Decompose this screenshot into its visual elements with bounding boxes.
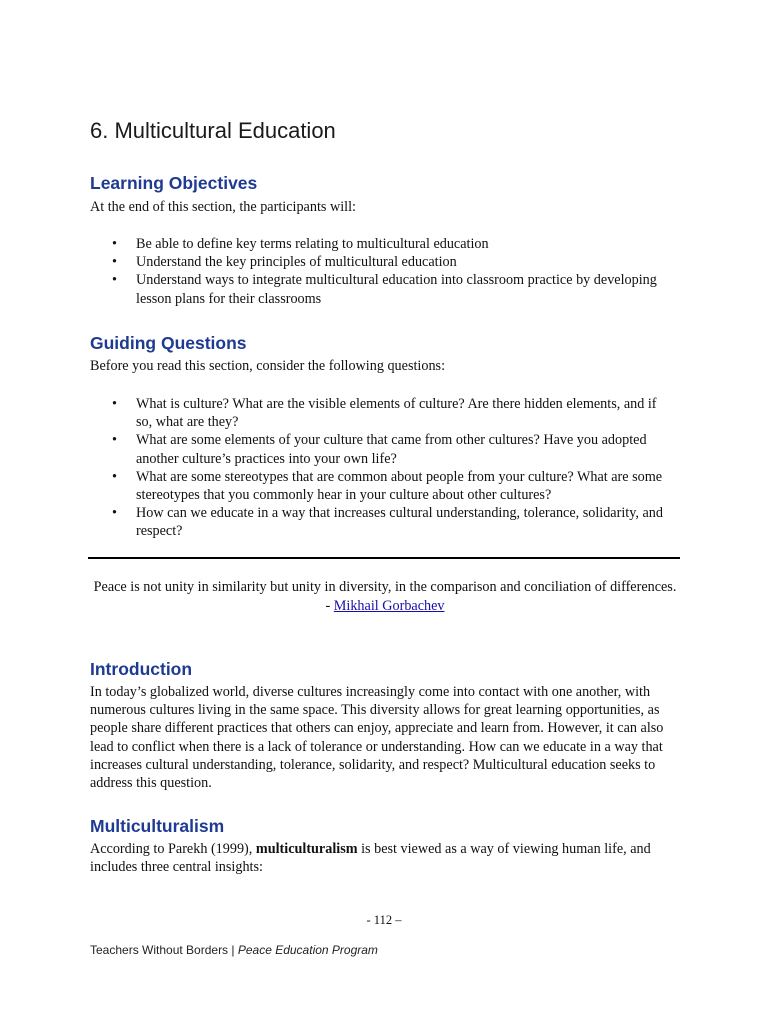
- list-item: • What is culture? What are the visible elements of culture? Are there hidden elements, and if so, what are they?: [112, 395, 672, 431]
- page-footer: [90, 943, 378, 957]
- list-item: • How can we educate in a way that increases cultural understanding, tolerance, solidarity, and respect?: [112, 504, 672, 540]
- footer-program: Peace Education Program: [237, 943, 378, 957]
- guiding-questions-heading: Guiding Questions: [90, 333, 247, 353]
- list-item: • What are some elements of your culture that came from other cultures? Have you adopted another culture’s practices into your own life?: [112, 431, 672, 467]
- multiculturalism-heading: Multiculturalism: [90, 816, 225, 836]
- quote-dash: -: [325, 597, 334, 614]
- learning-objectives-intro: At the end of this section, the participants will:: [90, 199, 356, 215]
- quote-attribution: [90, 597, 680, 616]
- page-title: 6. Multicultural Education: [90, 118, 336, 143]
- multiculturalism-body-post: is best viewed as a way of viewing human life, and includes three central insights:: [90, 841, 651, 876]
- introduction-heading: Introduction: [90, 659, 193, 679]
- list-item: • Understand ways to integrate multicultural education into classroom practice by developing lesson plans for their classrooms: [112, 271, 672, 307]
- quote-text: Peace is not unity in similarity but unity in diversity, in the comparison and conciliation of differences.: [93, 579, 677, 595]
- quote-author-link[interactable]: Mikhail Gorbachev: [333, 597, 445, 614]
- list-item: • What are some stereotypes that are common about people from your culture? What are some stereotypes that you commonly hear in your culture about other cultures?: [112, 468, 672, 504]
- multiculturalism-body: [90, 840, 682, 876]
- introduction-body: In today’s globalized world, diverse cultures increasingly come into contact with one another, with numerous cultures living in the same space. This diversity allows for great learning opportunities, as people share different practices that others can enjoy, appreciate and learn from. However, it can also lead to conflict when there is a lack of tolerance or understanding. How can we educate in a way that increases cultural understanding, tolerance, solidarity, and respect? Multicultural education seeks to address this question.: [90, 684, 664, 792]
- guiding-questions-intro: Before you read this section, consider the following questions:: [90, 358, 446, 374]
- section-divider: [88, 557, 680, 559]
- list-item: • Understand the key principles of multicultural education: [112, 253, 672, 271]
- guiding-questions-list: [112, 395, 672, 541]
- learning-objectives-heading: Learning Objectives: [90, 173, 258, 193]
- quote-block: [90, 578, 680, 615]
- multiculturalism-term: multiculturalism: [255, 841, 358, 857]
- multiculturalism-body-pre: According to Parekh (1999),: [90, 841, 256, 857]
- learning-objectives-list: [112, 235, 672, 308]
- footer-org: Teachers Without Borders |: [90, 943, 238, 957]
- page-number: - 112 –: [366, 913, 402, 927]
- list-item: • Be able to define key terms relating to multicultural education: [112, 235, 672, 253]
